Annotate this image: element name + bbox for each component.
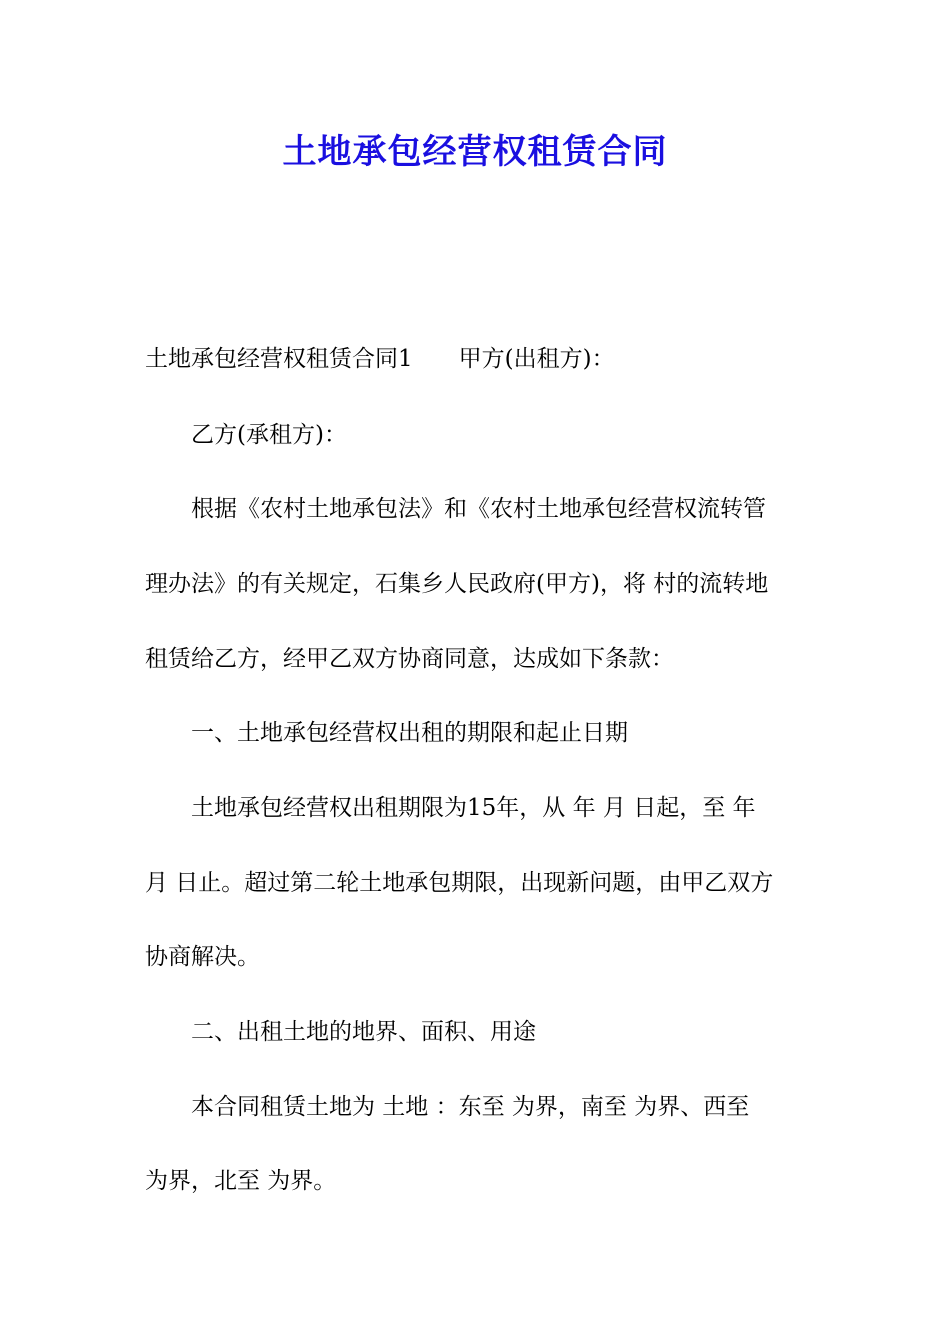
paragraph-line: 租赁给乙方，经甲乙双方协商同意，达成如下条款： [145, 646, 674, 672]
section-heading-1: 一、土地承包经营权出租的期限和起止日期 [145, 720, 628, 746]
paragraph-line: 协商解决。 [145, 944, 260, 970]
paragraph-line: 理办法》的有关规定，石集乡人民政府(甲方)，将 村的流转地 [145, 571, 769, 597]
document-title: 土地承包经营权租赁合同 [282, 132, 668, 172]
paragraph-line: 土地承包经营权出租期限为15年，从 年 月 日起，至 年 [145, 795, 756, 821]
party-a-line: 土地承包经营权租赁合同1 甲方(出租方)： [145, 346, 615, 372]
section-heading-2: 二、出租土地的地界、面积、用途 [145, 1019, 536, 1045]
paragraph-line: 本合同租赁土地为 土地 ：东至 为界，南至 为界、西至 [145, 1094, 750, 1120]
paragraph-line: 月 日止。超过第二轮土地承包期限，出现新问题，由甲乙双方 [145, 870, 774, 896]
party-b-line: 乙方(承租方)： [145, 422, 347, 448]
paragraph-line: 为界，北至 为界。 [145, 1168, 337, 1194]
paragraph-line: 根据《农村土地承包法》和《农村土地承包经营权流转管 [145, 496, 766, 522]
